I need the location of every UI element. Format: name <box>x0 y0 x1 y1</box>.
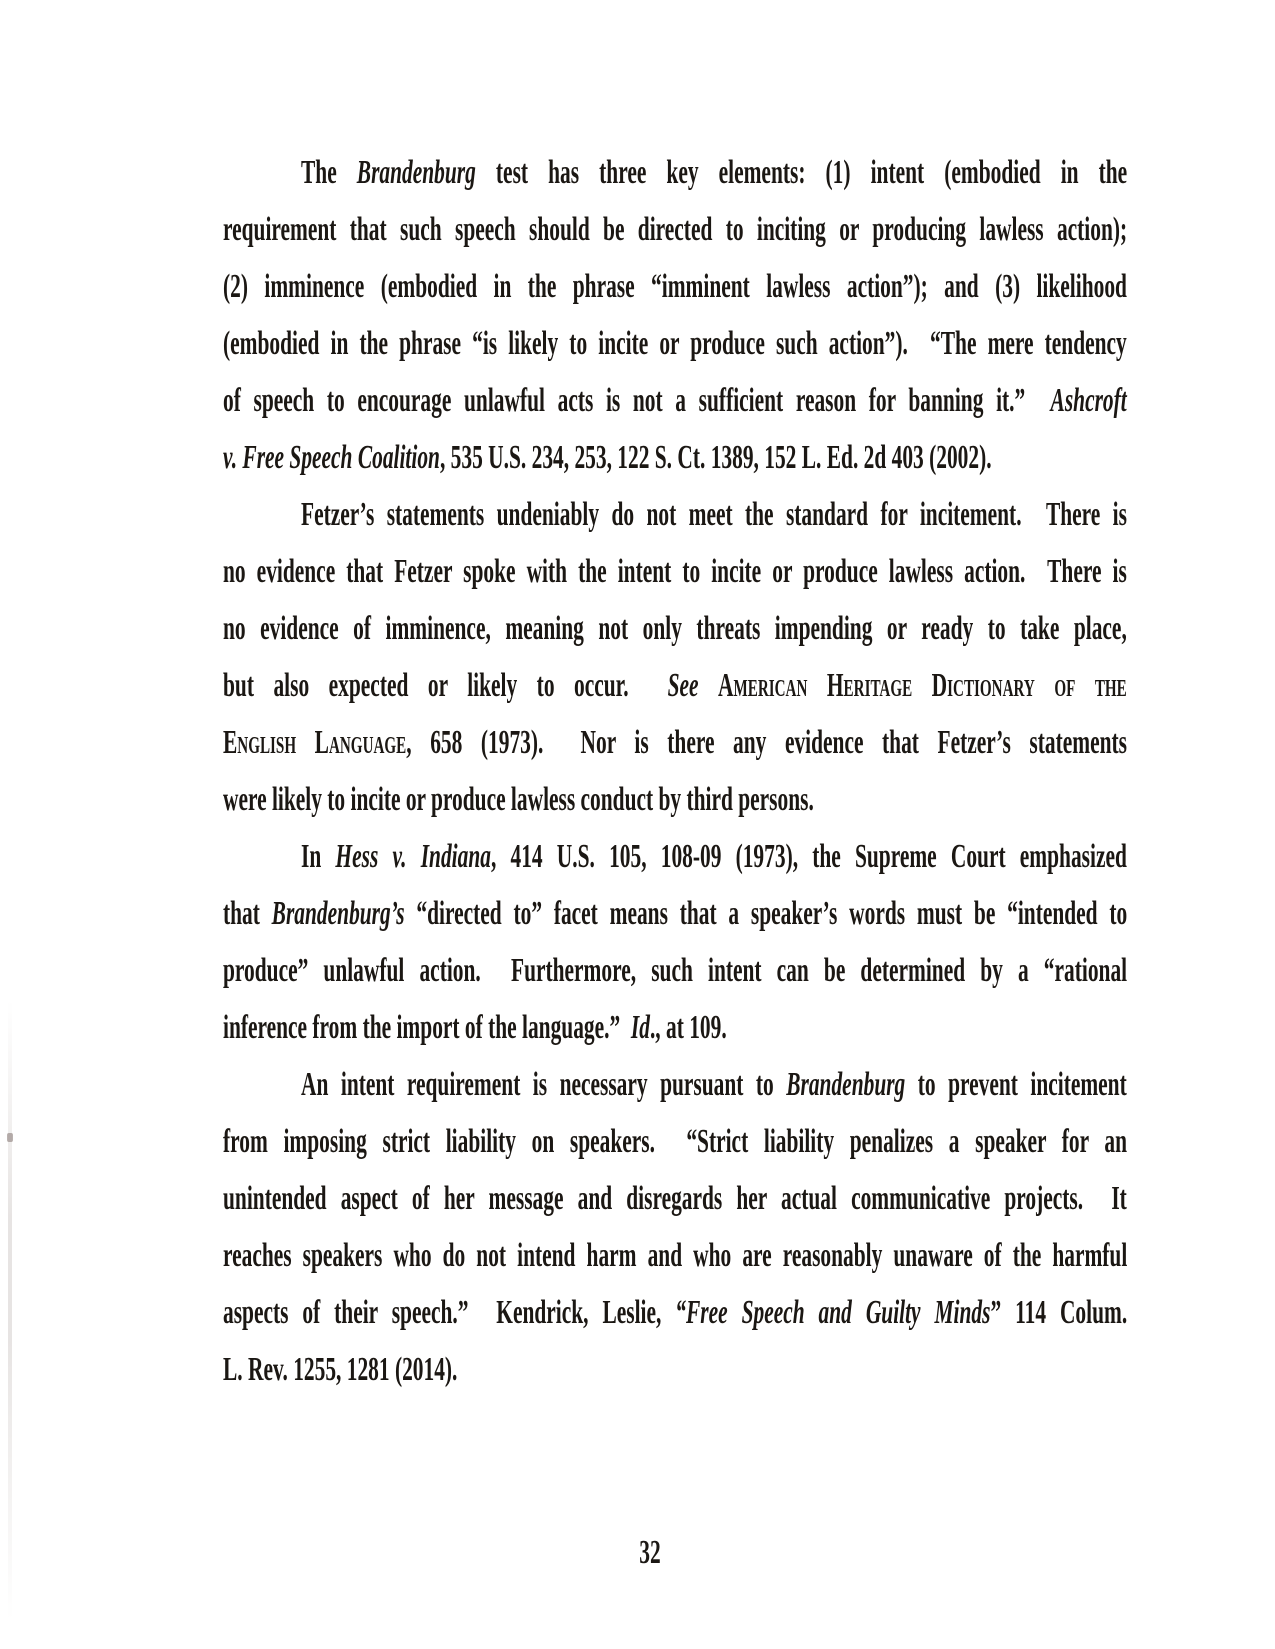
text-line-ink <box>223 942 1127 999</box>
text-line <box>301 828 1127 885</box>
scan-speck-artifact <box>7 1133 13 1142</box>
text-line-ink <box>301 486 1127 543</box>
text-line <box>223 1341 1127 1398</box>
text-line-ink <box>301 144 1127 201</box>
smallcaps-text: English Language <box>223 724 407 761</box>
italic-text: v. Free Speech Coalition <box>223 439 440 476</box>
text-line-ink <box>223 1170 1127 1227</box>
text-line <box>223 201 1127 258</box>
body-text-segment: of speech to encourage unlawful acts is not a sufficient reason for banning it.” <box>223 382 1051 419</box>
text-line <box>223 1227 1127 1284</box>
text-line-ink <box>223 429 992 486</box>
paragraph <box>223 144 1127 486</box>
body-text-segment: aspects of their speech.” Kendrick, Leslie, <box>223 1294 676 1331</box>
body-text-segment: In <box>301 838 336 875</box>
body-text-segment: no evidence of imminence, meaning not only threats impending or ready to take place, <box>223 610 1127 647</box>
paragraph <box>223 828 1127 1056</box>
body-text-segment: reaches speakers who do not intend harm and who are reasonably unaware of the harmful <box>223 1237 1128 1274</box>
text-line <box>223 1113 1127 1170</box>
text-line-ink <box>223 1113 1127 1170</box>
italic-text: Id <box>630 1009 650 1046</box>
body-text-segment: that <box>223 895 272 932</box>
body-text-segment: L. Rev. 1255, 1281 (2014). <box>223 1351 458 1388</box>
italic-text: Brandenburg’s <box>271 895 405 932</box>
body-text-segment: but also expected or likely to occur. <box>223 667 668 704</box>
body-text-segment: from imposing strict liability on speakers. “Strict liability penalizes a speaker for an <box>223 1123 1128 1160</box>
body-text-segment: ” 114 Colum. <box>990 1294 1128 1331</box>
text-line-ink <box>301 828 1127 885</box>
smallcaps-text: American Heritage Dictionary of the <box>718 667 1127 704</box>
body-text-segment: unintended aspect of her message and disregards her actual communicative projects. It <box>223 1180 1127 1217</box>
text-line-ink <box>223 1284 1127 1341</box>
text-line-ink <box>223 201 1127 258</box>
italic-text: Hess v. Indiana <box>335 838 491 875</box>
body-text <box>223 144 1127 1398</box>
body-text-segment: inference from the import of the language.” <box>223 1009 631 1046</box>
text-line-ink <box>223 714 1127 771</box>
text-line <box>223 372 1127 429</box>
text-line-ink <box>223 771 814 828</box>
body-text-segment: produce” unlawful action. Furthermore, such intent can be determined by a “rational <box>223 952 1128 989</box>
page-number <box>0 1524 1275 1581</box>
paragraph <box>223 1056 1127 1398</box>
italic-text: Ashcroft <box>1050 382 1127 419</box>
text-line <box>223 657 1127 714</box>
body-text-segment: requirement that such speech should be directed to inciting or producing lawless action); <box>223 211 1128 248</box>
text-line <box>223 1170 1127 1227</box>
text-line <box>223 771 1127 828</box>
body-text-segment: (embodied in the phrase “is likely to incite or produce such action”). “The mere tendency <box>223 325 1127 362</box>
text-line-ink <box>223 600 1127 657</box>
text-line <box>301 1056 1127 1113</box>
text-line <box>223 714 1127 771</box>
body-text-segment: test has three key elements: (1) intent (embodied in the <box>475 154 1128 191</box>
text-line-ink <box>223 999 727 1056</box>
text-line-ink <box>223 372 1127 429</box>
text-line-ink <box>301 1056 1127 1113</box>
italic-text: Brandenburg <box>356 154 476 191</box>
text-line <box>223 429 1127 486</box>
text-line <box>223 315 1127 372</box>
text-line-ink <box>223 543 1127 600</box>
text-line-ink <box>223 258 1127 315</box>
body-text-segment: The <box>301 154 357 191</box>
text-line <box>223 600 1127 657</box>
text-line-ink <box>223 1227 1127 1284</box>
text-line <box>301 144 1127 201</box>
text-line <box>301 486 1127 543</box>
text-line-ink <box>223 885 1127 942</box>
italic-text: “Free Speech and Guilty Minds <box>675 1294 991 1331</box>
paragraph <box>223 486 1127 828</box>
italic-text: Brandenburg <box>786 1066 906 1103</box>
body-text-segment <box>699 667 719 704</box>
body-text-segment: no evidence that Fetzer spoke with the intent to incite or produce lawless action. There is <box>223 553 1127 590</box>
body-text-segment: , 414 U.S. 105, 108-09 (1973), the Supreme Court emphasized <box>490 838 1127 875</box>
text-line-ink <box>223 315 1127 372</box>
italic-text: See <box>667 667 699 704</box>
body-text-segment: “directed to” facet means that a speaker’s words must be “intended to <box>404 895 1128 932</box>
text-line <box>223 942 1127 999</box>
body-text-segment: (2) imminence (embodied in the phrase “imminent lawless action”); and (3) likelihood <box>223 268 1127 305</box>
text-line <box>223 258 1127 315</box>
page-number-value: 32 <box>639 1534 661 1571</box>
body-text-segment: , 535 U.S. 234, 253, 122 S. Ct. 1389, 152 L. Ed. 2d 403 (2002). <box>439 439 992 476</box>
text-line <box>223 543 1127 600</box>
text-line-ink <box>223 657 1127 714</box>
body-text-segment: Fetzer’s statements undeniably do not meet the standard for incitement. There is <box>301 496 1127 533</box>
body-text-segment: , 658 (1973). Nor is there any evidence that Fetzer’s statements <box>406 724 1127 761</box>
body-text-segment: to prevent incitement <box>905 1066 1127 1103</box>
body-text-segment: were likely to incite or produce lawless conduct by third persons. <box>223 781 814 818</box>
text-line <box>223 885 1127 942</box>
text-line <box>223 1284 1127 1341</box>
body-text-segment: ., at 109. <box>649 1009 727 1046</box>
body-text-segment: An intent requirement is necessary pursuant to <box>301 1066 787 1103</box>
text-line-ink <box>223 1341 457 1398</box>
text-line <box>223 999 1127 1056</box>
